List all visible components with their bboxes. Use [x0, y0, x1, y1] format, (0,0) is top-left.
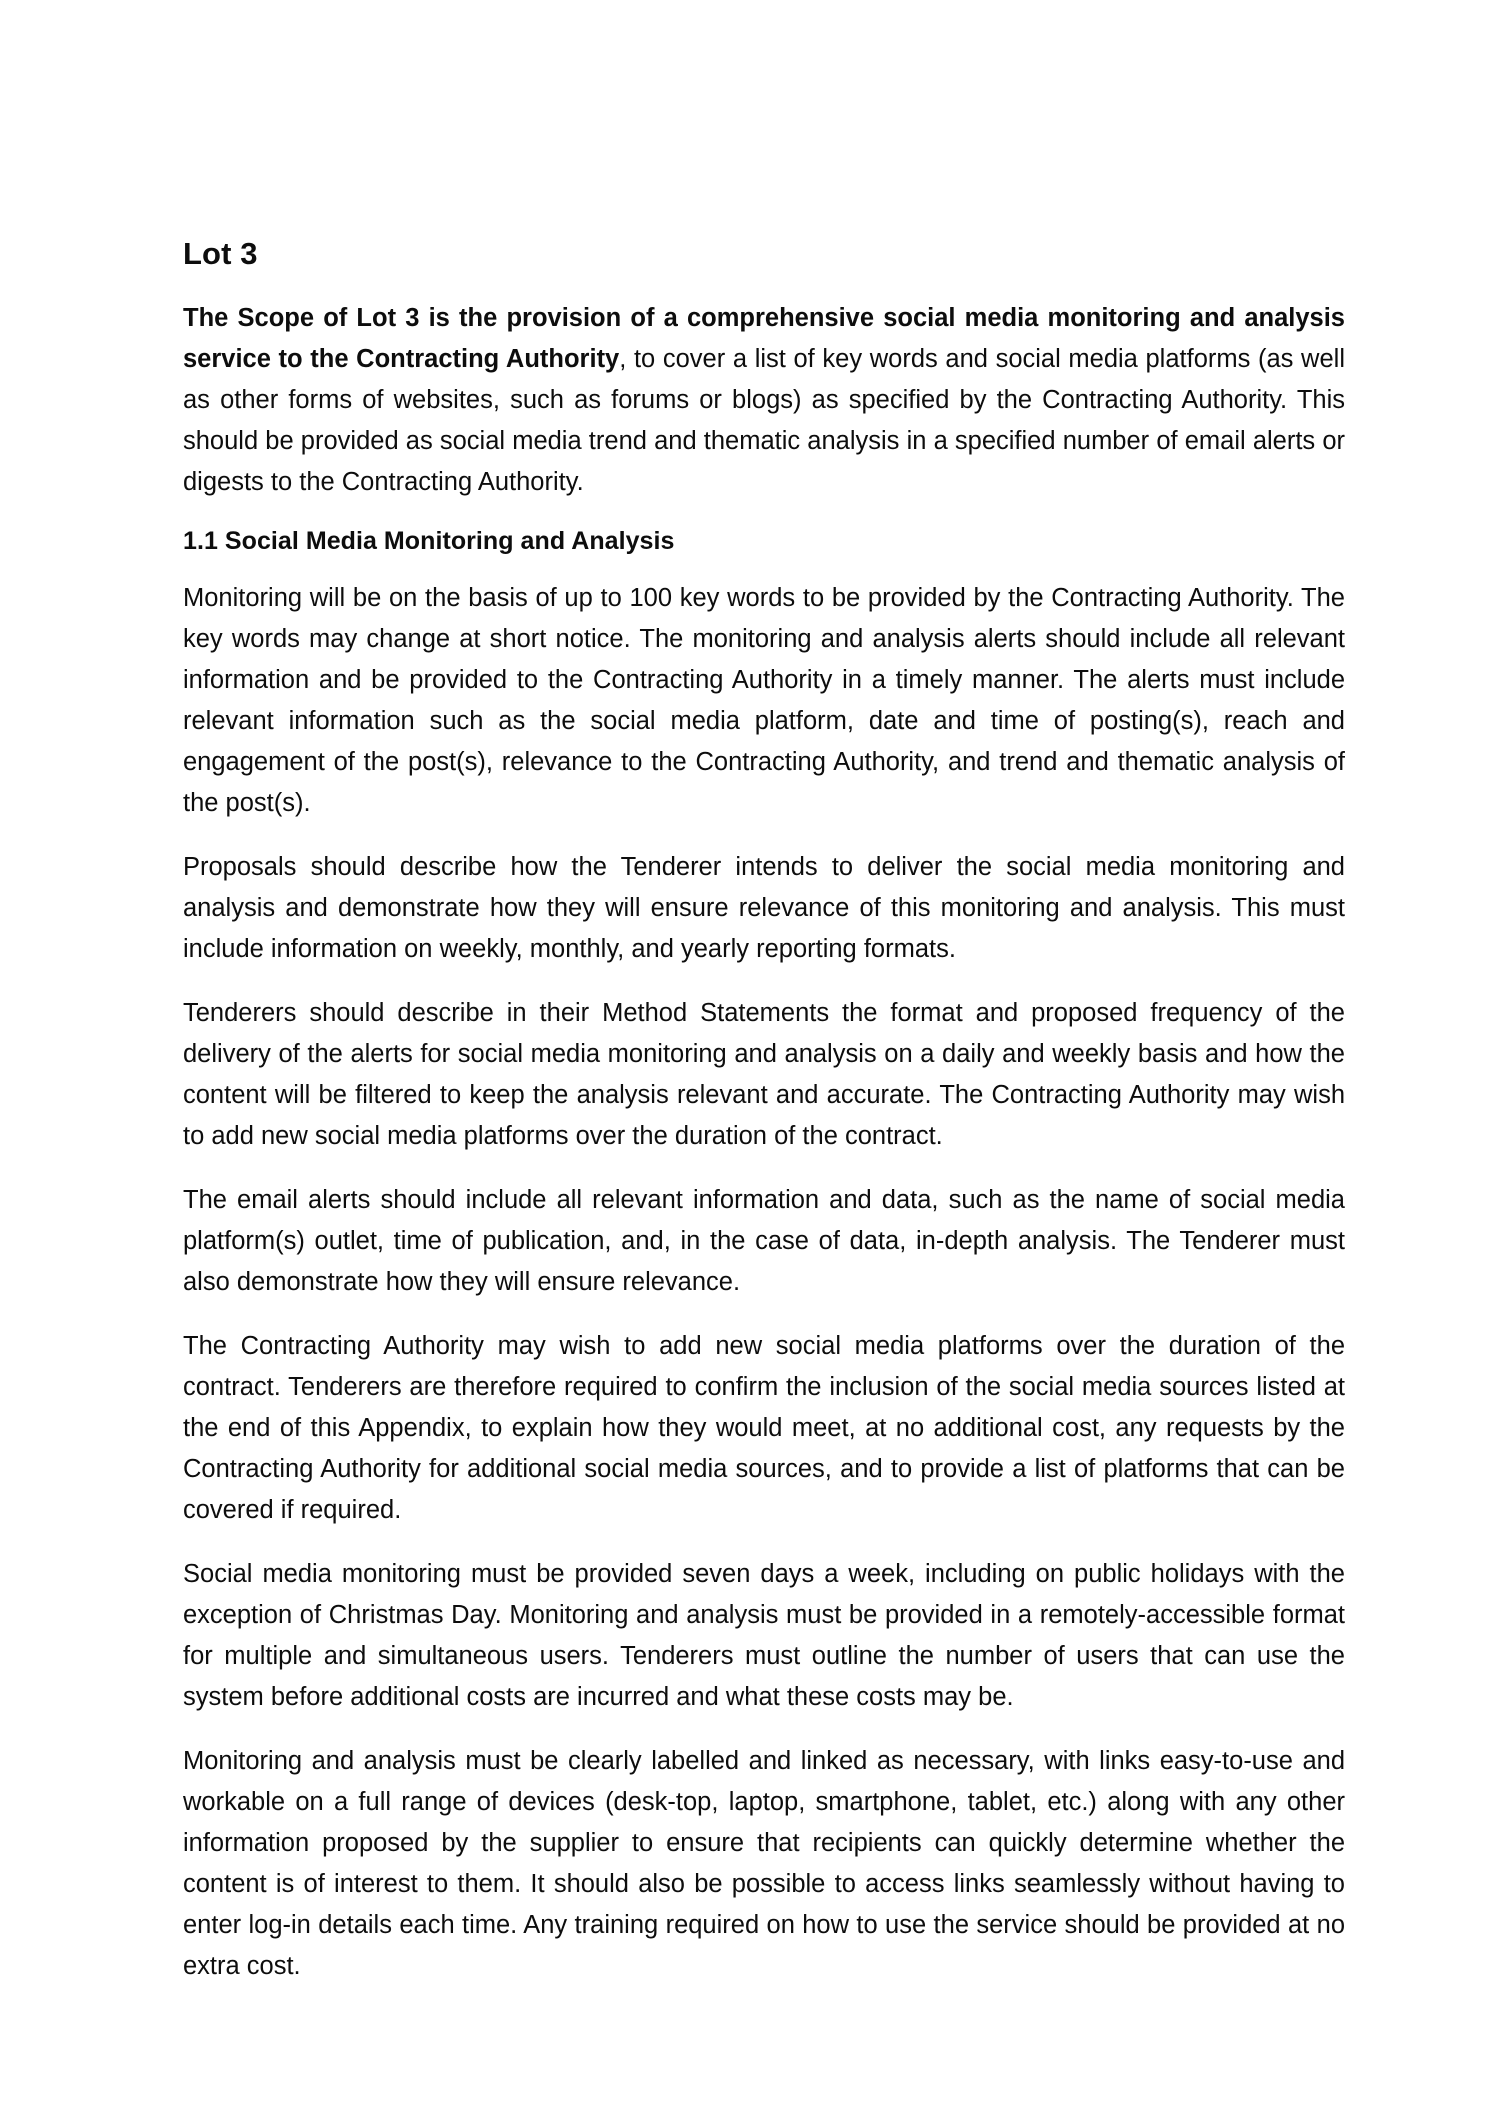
paragraph-monitoring-keywords: Monitoring will be on the basis of up to 100 key words to be provided by the Contracting Authority. The key words may change at short notice. The monitoring and analysis alerts should include all relevant information and be provided to the Contracting Authority in a timely manner. The alerts must include relevant information such as the social media platform, date and time of posting(s), reach and engagement of the post(s), relevance to the Contracting Authority, and trend and thematic analysis of the post(s).	[183, 583, 1345, 817]
paragraph-new-platforms: The Contracting Authority may wish to add new social media platforms over the duration of the contract. Tenderers are therefore required to confirm the inclusion of the social media sources listed at the end of this Appendix, to explain how they would meet, at no additional cost, any requests by the Contracting Authority for additional social media sources, and to provide a list of platforms that can be covered if required.	[183, 1331, 1345, 1524]
section-heading-1-1: 1.1 Social Media Monitoring and Analysis	[183, 526, 675, 555]
document-body	[183, 236, 1345, 1987]
intro-paragraph-rest: , to cover a list of key words and social media platforms (as well as other forms of websites, such as forums or blogs) as specified by the Contracting Authority. This should be provided as social media trend and thematic analysis in a specified number of email alerts or digests to the Contracting Authority.	[183, 344, 1345, 496]
intro-paragraph-bold-lead: The Scope of Lot 3 is the provision of a comprehensive social media monitoring and analysis service to the Contracting Authority	[183, 303, 1345, 373]
page-title: Lot 3	[183, 236, 258, 271]
intro-paragraph	[183, 298, 1345, 503]
paragraph-proposals: Proposals should describe how the Tenderer intends to deliver the social media monitoring and analysis and demonstrate how they will ensure relevance of this monitoring and analysis. This must include information on weekly, monthly, and yearly reporting formats.	[183, 852, 1345, 963]
paragraph-method-statements: Tenderers should describe in their Method Statements the format and proposed frequency of the delivery of the alerts for social media monitoring and analysis on a daily and weekly basis and how the content will be filtered to keep the analysis relevant and accurate. The Contracting Authority may wish to add new social media platforms over the duration of the contract.	[183, 998, 1345, 1150]
paragraph-labelling-links: Monitoring and analysis must be clearly labelled and linked as necessary, with links easy-to-use and workable on a full range of devices (desk-top, laptop, smartphone, tablet, etc.) along with any other information proposed by the supplier to ensure that recipients can quickly determine whether the content is of interest to them. It should also be possible to access links seamlessly without having to enter log-in details each time. Any training required on how to use the service should be provided at no extra cost.	[183, 1746, 1345, 1980]
paragraph-email-alerts: The email alerts should include all relevant information and data, such as the name of social media platform(s) outlet, time of publication, and, in the case of data, in-depth analysis. The Tenderer must also demonstrate how they will ensure relevance.	[183, 1185, 1345, 1296]
paragraph-seven-days: Social media monitoring must be provided seven days a week, including on public holidays with the exception of Christmas Day. Monitoring and analysis must be provided in a remotely-accessible format for multiple and simultaneous users. Tenderers must outline the number of users that can use the system before additional costs are incurred and what these costs may be.	[183, 1559, 1345, 1711]
